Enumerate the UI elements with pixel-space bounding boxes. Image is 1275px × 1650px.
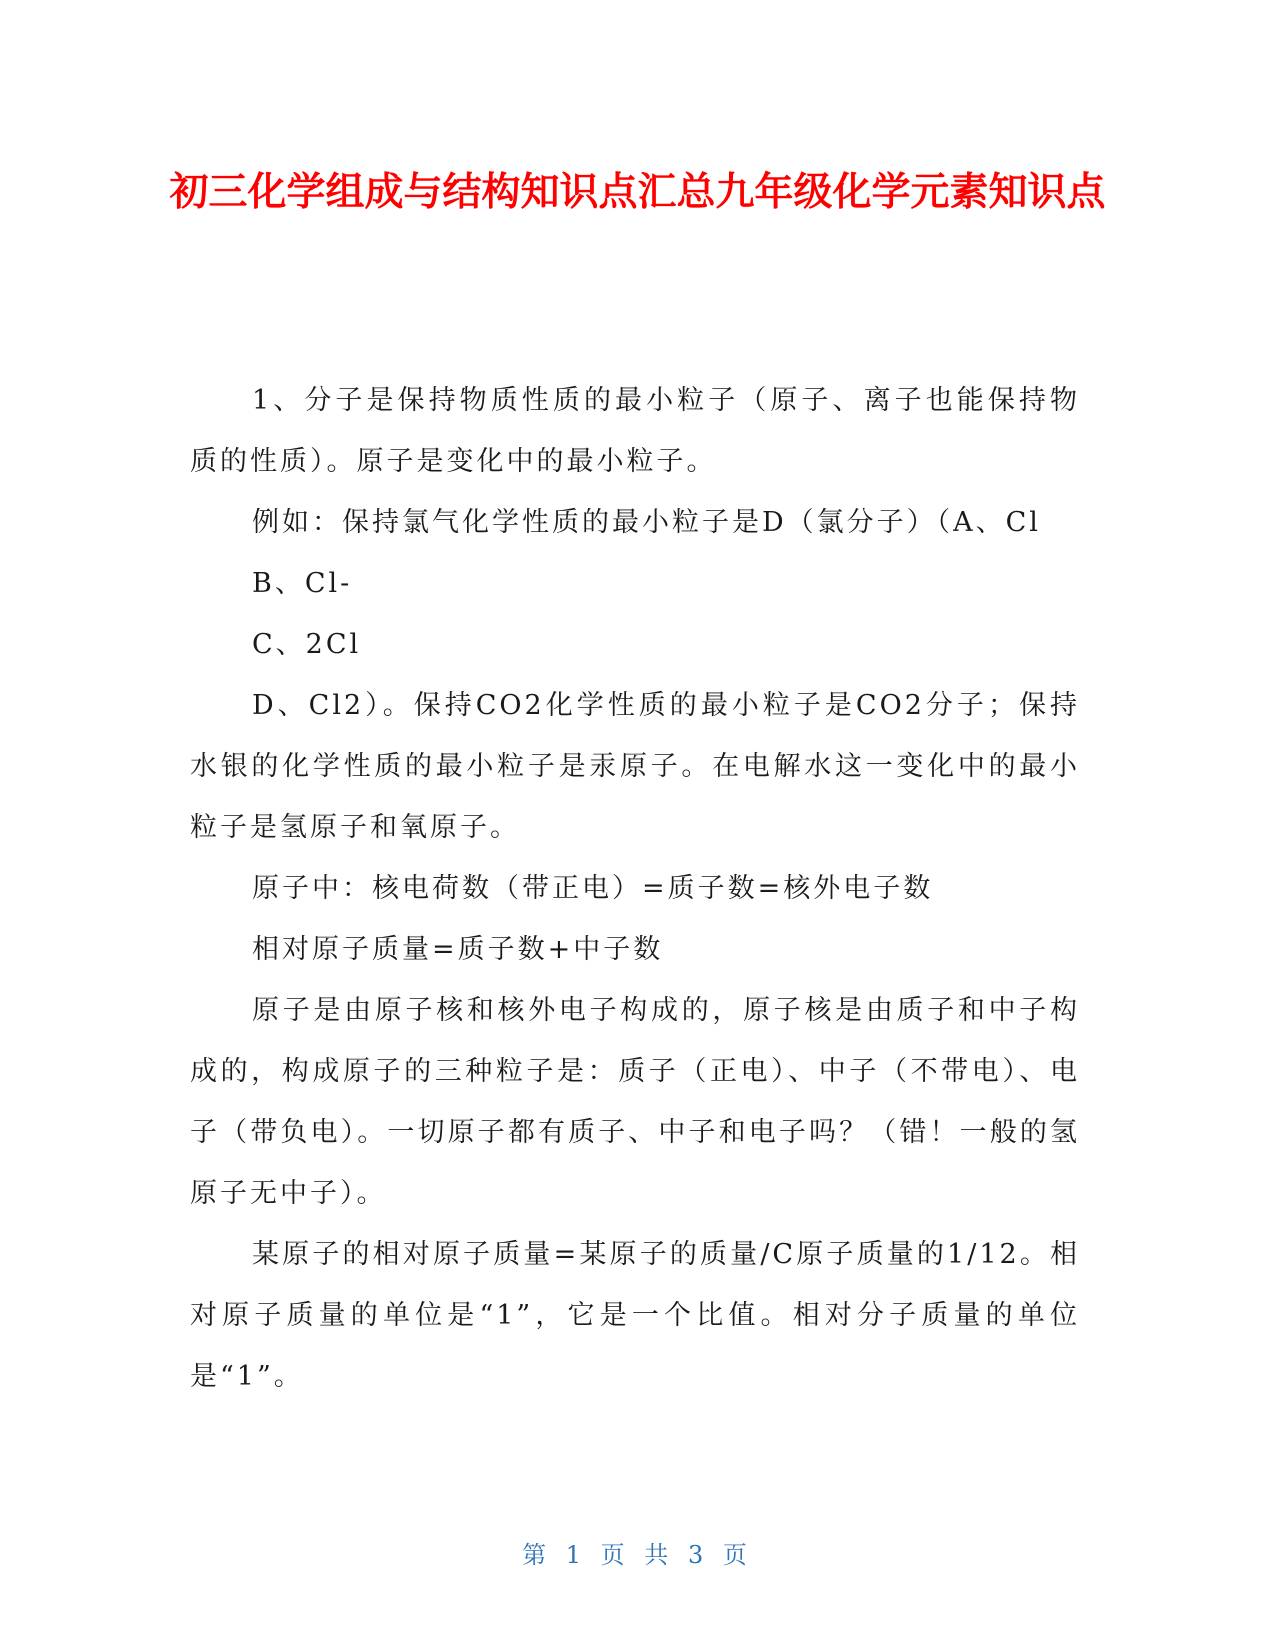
page-number-footer: 第 1 页 共 3 页 (522, 1541, 753, 1569)
paragraph-7: 相对原子质量=质子数+中子数 (252, 934, 664, 965)
paragraph-8: 原子是由原子核和核外电子构成的，原子核是由质子和中子构成的，构成原子的三种粒子是：质子（正电）、中子（不带电）、电子（带负电）。一切原子都有质子、中子和电子吗？（错！一般的氢原子无中子）。 (190, 995, 1080, 1209)
paragraph-5: D、Cl2）。保持CO2化学性质的最小粒子是CO2分子；保持水银的化学性质的最小粒子是汞原子。在电解水这一变化中的最小粒子是氢原子和氧原子。 (190, 690, 1080, 843)
document-body (190, 370, 1080, 1407)
paragraph-3: B、Cl- (252, 568, 353, 599)
paragraph-6: 原子中：核电荷数（带正电）=质子数=核外电子数 (252, 873, 934, 904)
paragraph-2: 例如：保持氯气化学性质的最小粒子是D（氯分子）（A、Cl (252, 507, 1041, 538)
paragraph-9: 某原子的相对原子质量=某原子的质量/C原子质量的1/12。相对原子质量的单位是“1”，它是一个比值。相对分子质量的单位是“1”。 (190, 1239, 1080, 1392)
paragraph-4: C、2Cl (252, 629, 362, 660)
paragraph-1: 1、分子是保持物质性质的最小粒子（原子、离子也能保持物质的性质）。原子是变化中的最小粒子。 (190, 385, 1080, 477)
document-title: 初三化学组成与结构知识点汇总九年级化学元素知识点 (169, 170, 1106, 215)
